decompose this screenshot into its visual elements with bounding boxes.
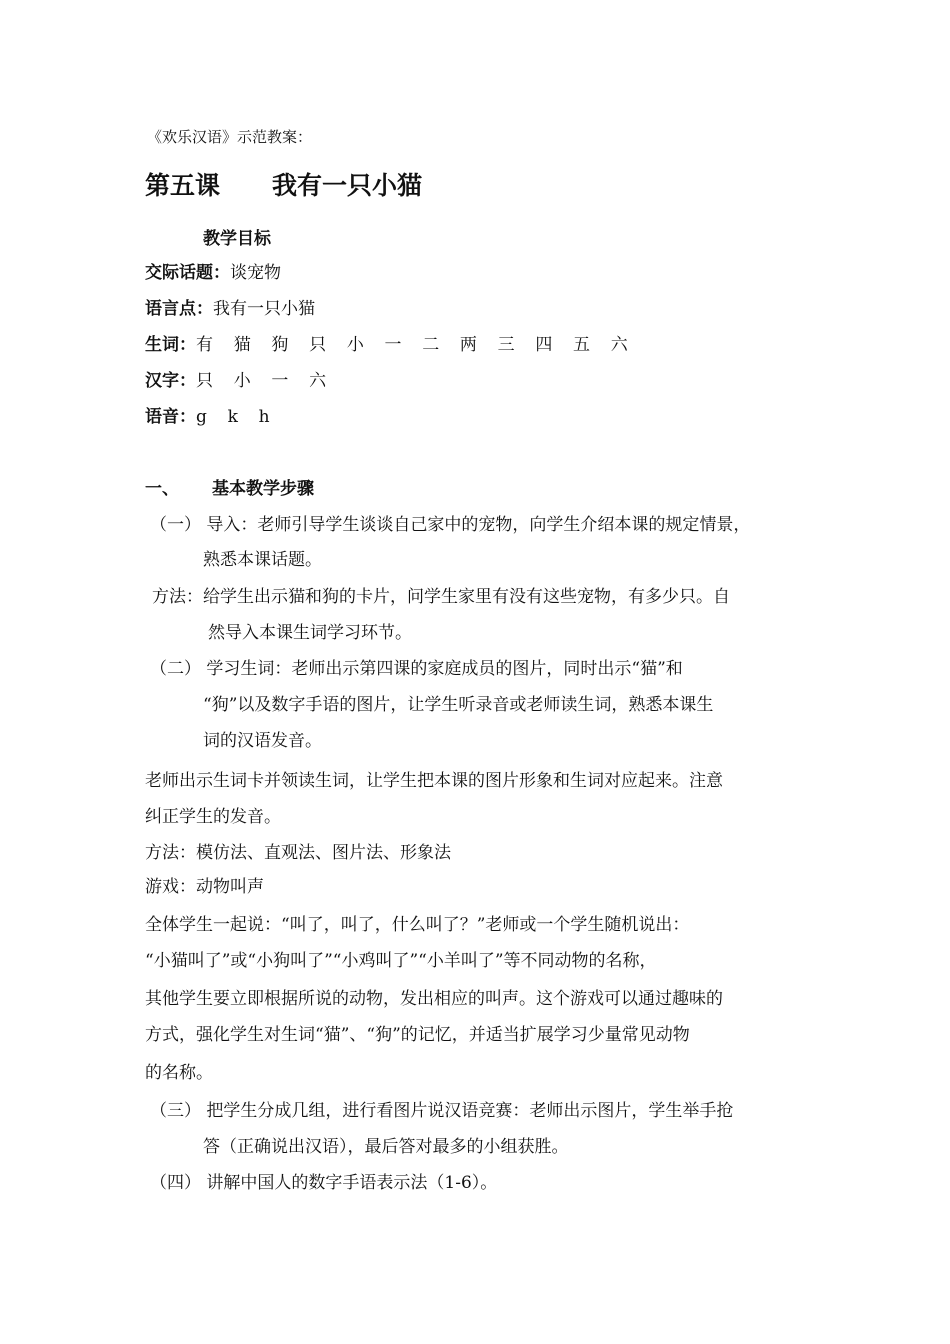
objective-label: 语音：	[145, 407, 196, 427]
objective-value: 有 猫 狗 只 小 一 二 两 三 四 五 六	[196, 335, 636, 355]
objective-label: 生词：	[145, 335, 196, 355]
text-line: （二） 学习生词：老师出示第四课的家庭成员的图片，同时出示“猫”和	[150, 659, 683, 679]
lesson-number: 第五课	[145, 171, 221, 200]
objective-language-point	[145, 298, 315, 320]
objective-label: 汉字：	[145, 371, 196, 391]
objectives-heading: 教学目标	[203, 229, 271, 249]
text-line: 游戏：动物叫声	[145, 877, 264, 897]
text-line: 答（正确说出汉语），最后答对最多的小组获胜。	[203, 1137, 569, 1157]
text-line: 熟悉本课话题。	[203, 550, 322, 570]
text-line: 纠正学生的发音。	[145, 807, 281, 827]
objective-vocabulary	[145, 334, 635, 356]
text-line: 的名称。	[145, 1063, 213, 1083]
section-heading: 基本教学步骤	[212, 479, 314, 499]
section-number: 一、	[145, 479, 179, 499]
text-line: （一） 导入：老师引导学生谈谈自己家中的宠物，向学生介绍本课的规定情景，	[150, 515, 751, 535]
objective-pronunciation	[145, 406, 277, 428]
objective-label: 交际话题：	[145, 263, 230, 283]
text-line: （三） 把学生分成几组，进行看图片说汉语竞赛：老师出示图片，学生举手抢	[150, 1101, 734, 1121]
text-line: “小猫叫了”或“小狗叫了”“小鸡叫了”“小羊叫了”等不同动物的名称，	[145, 951, 657, 971]
text-line: （四） 讲解中国人的数字手语表示法（1-6）。	[150, 1173, 498, 1193]
lesson-name: 我有一只小猫	[272, 171, 423, 200]
objective-topic	[145, 262, 281, 284]
text-line: 全体学生一起说：“叫了，叫了，什么叫了？”老师或一个学生随机说出：	[145, 915, 690, 935]
text-line: 其他学生要立即根据所说的动物，发出相应的叫声。这个游戏可以通过趣味的	[145, 989, 723, 1009]
text-line: 词的汉语发音。	[203, 731, 322, 751]
objective-value: g k h	[196, 407, 278, 427]
document-header: 《欢乐汉语》示范教案：	[147, 128, 313, 146]
objective-value: 谈宠物	[230, 263, 281, 283]
objective-label: 语言点：	[145, 299, 213, 319]
objective-value: 我有一只小猫	[213, 299, 315, 319]
text-line: 老师出示生词卡并领读生词，让学生把本课的图片形象和生词对应起来。注意	[145, 771, 723, 791]
lesson-title	[145, 170, 422, 202]
text-line: “狗”以及数字手语的图片，让学生听录音或老师读生词，熟悉本课生	[203, 695, 714, 715]
text-line: 方式，强化学生对生词“猫”、“狗”的记忆，并适当扩展学习少量常见动物	[145, 1025, 690, 1045]
text-line: 然导入本课生词学习环节。	[208, 623, 412, 643]
text-line: 方法：给学生出示猫和狗的卡片，问学生家里有没有这些宠物，有多少只。自	[152, 587, 730, 607]
objective-value: 只 小 一 六	[196, 371, 334, 391]
text-line: 方法：模仿法、直观法、图片法、形象法	[145, 843, 451, 863]
objective-characters	[145, 370, 334, 392]
